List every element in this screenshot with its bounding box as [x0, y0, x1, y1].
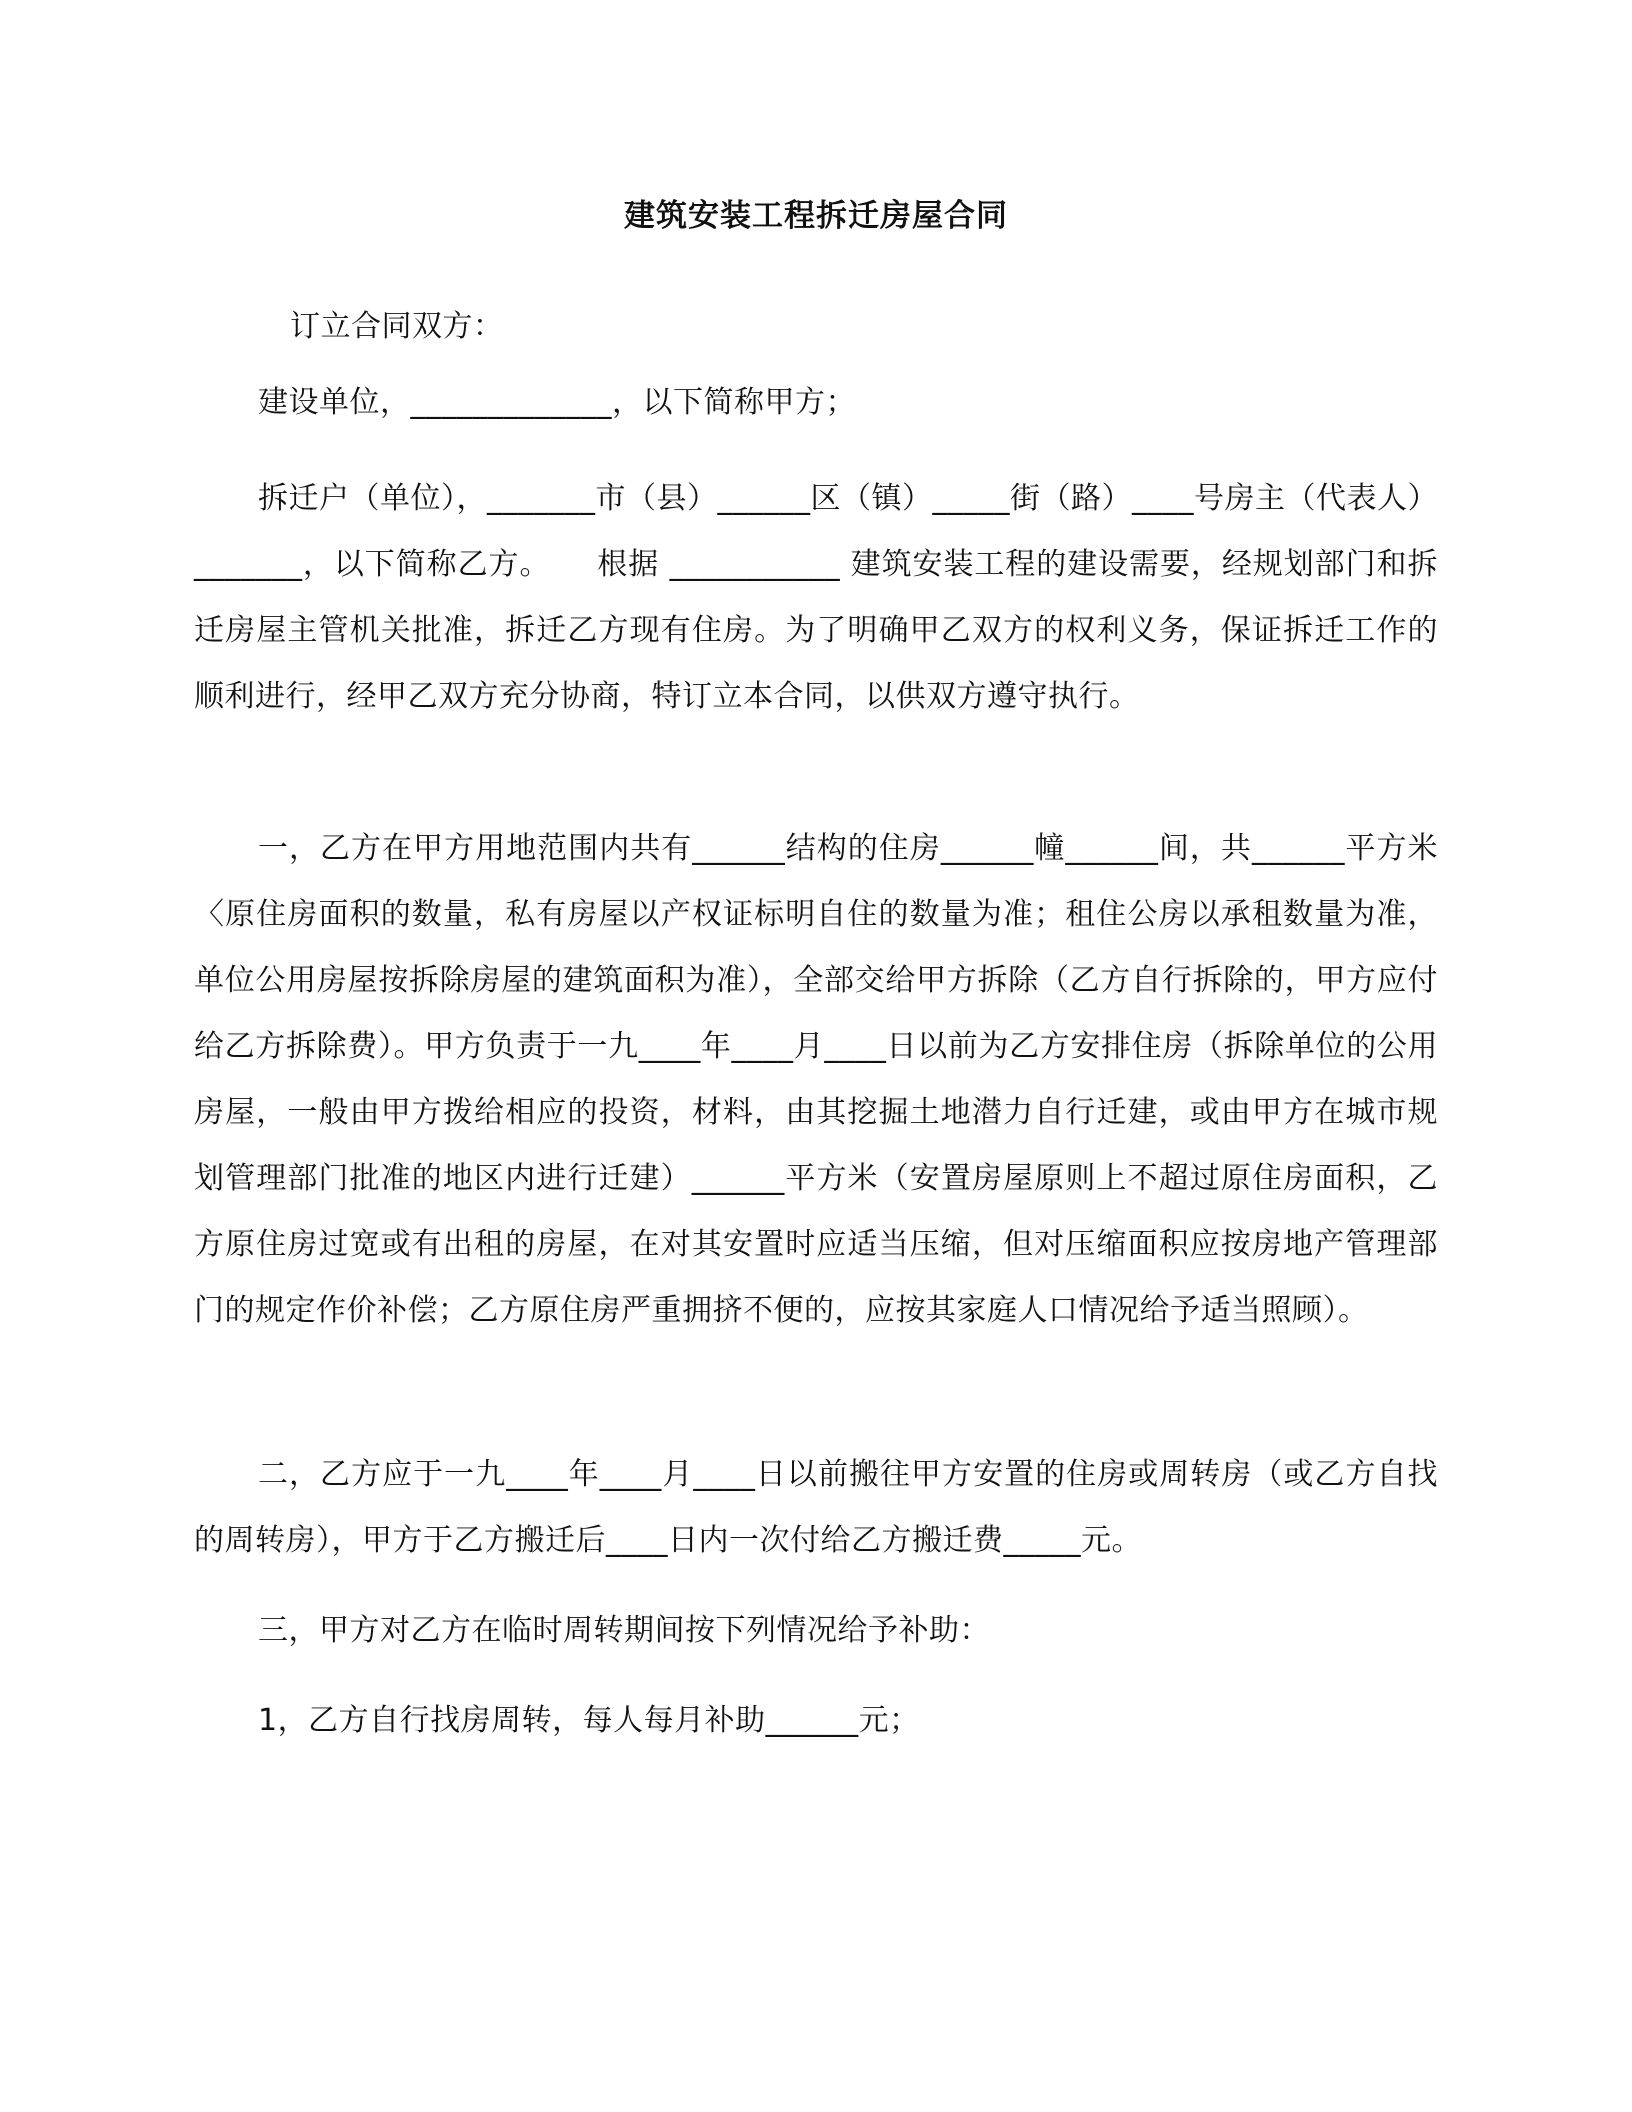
clause-three-paragraph: 三，甲方对乙方在临时周转期间按下列情况给予补助： — [258, 1613, 990, 1648]
clause-two-paragraph: 二，乙方应于一九____年____月____日以前搬往甲方安置的住房或周转房（或乙方自找的周转房），甲方于乙方搬迁后____日内一次付给乙方搬迁费_____元。 — [194, 1457, 1438, 1558]
contract-parties-heading: 订立合同双方： — [290, 309, 504, 344]
clause-three-item-one: 1，乙方自行找房周转，每人每月补助______元； — [258, 1703, 920, 1738]
party-b-paragraph: 拆迁户（单位），_______市（县）______区（镇）_____街（路）____号房主（代表人）_______，以下简称乙方。 根据 ___________ 建筑安装工程的建设需要，经规划部门和拆迁房屋主管机关批准，拆迁乙方现有住房。为了明确甲乙双方的权利义务，保证拆迁工作的顺利进行，经甲乙双方充分协商，特订立本合同，以供双方遵守执行。 — [194, 481, 1438, 714]
clause-one-paragraph: 一，乙方在甲方用地范围内共有______结构的住房______幢______间，共______平方米〈原住房面积的数量，私有房屋以产权证标明自住的数量为准；租住公房以承租数量为准，单位公用房屋按拆除房屋的建筑面积为准），全部交给甲方拆除（乙方自行拆除的，甲方应付给乙方拆除费）。甲方负责于一九____年____月____日以前为乙方安排住房（拆除单位的公用房屋，一般由甲方拨给相应的投资，材料，由其挖掘土地潜力自行迁建，或由甲方在城市规划管理部门批准的地区内进行迁建）______平方米（安置房屋原则上不超过原住房面积，乙方原住房过宽或有出租的房屋，在对其安置时应适当压缩，但对压缩面积应按房地产管理部门的规定作价补偿；乙方原住房严重拥挤不便的，应按其家庭人口情况给予适当照顾）。 — [194, 831, 1438, 1328]
party-a-paragraph: 建设单位，_____________，以下简称甲方； — [258, 385, 856, 420]
document-title: 建筑安装工程拆迁房屋合同 — [624, 198, 1008, 234]
